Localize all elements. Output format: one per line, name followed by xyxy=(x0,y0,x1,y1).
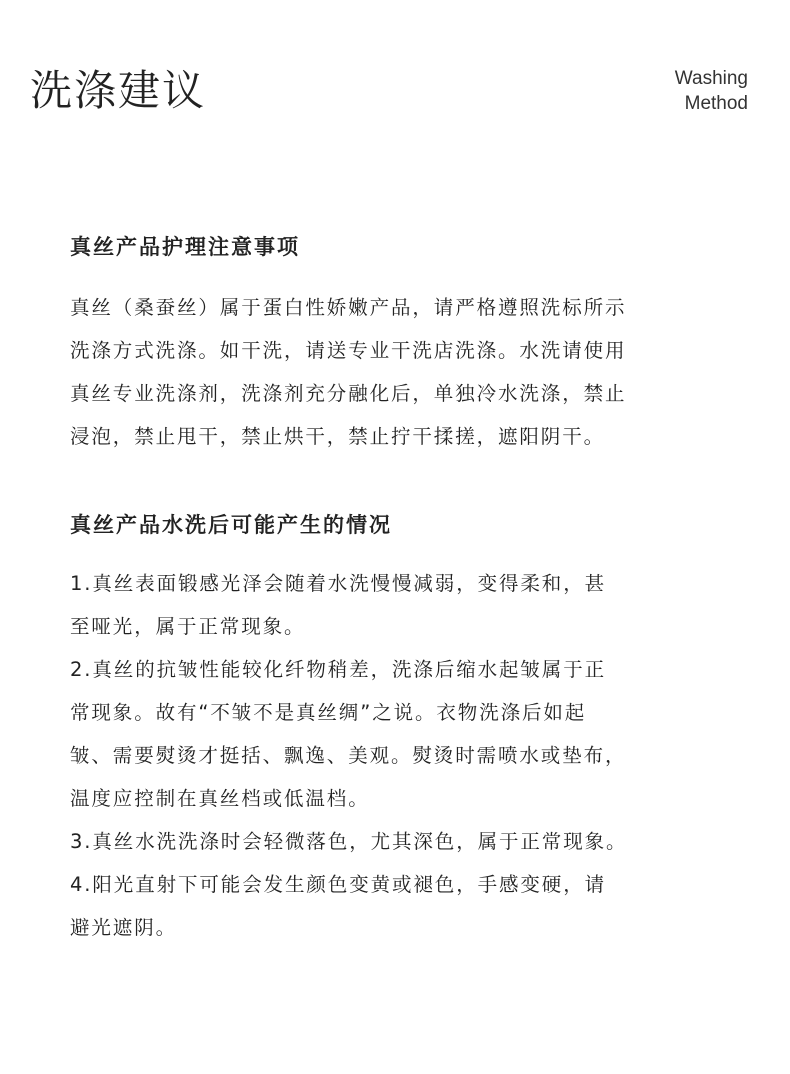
after-wash-line: 1.真丝表面锻感光泽会随着水洗慢慢减弱，变得柔和，甚 xyxy=(70,572,607,595)
after-wash-line: 4.阳光直射下可能会发生颜色变黄或褪色，手感变硬，请 xyxy=(70,873,607,896)
after-wash-body xyxy=(70,562,730,949)
after-wash-line: 至哑光，属于正常现象。 xyxy=(70,615,306,638)
after-wash-line: 2.真丝的抗皱性能较化纤物稍差，洗涤后缩水起皱属于正 xyxy=(70,658,607,681)
care-notes-section xyxy=(70,232,730,458)
after-wash-line: 避光遮阴。 xyxy=(70,916,178,939)
care-notes-line: 浸泡，禁止甩干，禁止烘干，禁止拧干揉搓，遮阳阴干。 xyxy=(70,425,606,448)
page-title: 洗涤建议 xyxy=(30,66,207,115)
care-notes-heading: 真丝产品护理注意事项 xyxy=(70,235,300,259)
english-title-line-2: Method xyxy=(684,93,748,114)
care-notes-body xyxy=(70,286,730,458)
english-title-line-1: Washing xyxy=(674,68,748,89)
after-wash-heading: 真丝产品水洗后可能产生的情况 xyxy=(70,513,392,537)
care-notes-line: 洗涤方式洗涤。如干洗，请送专业干洗店洗涤。水洗请使用 xyxy=(70,339,627,362)
english-title xyxy=(675,66,748,116)
care-notes-line: 真丝专业洗涤剂，洗涤剂充分融化后，单独冷水洗涤，禁止 xyxy=(70,382,627,405)
after-wash-line: 3.真丝水洗洗涤时会轻微落色，尤其深色，属于正常现象。 xyxy=(70,830,628,853)
after-wash-section xyxy=(70,510,730,949)
care-notes-line: 真丝（桑蚕丝）属于蛋白性娇嫩产品，请严格遵照洗标所示 xyxy=(70,296,627,319)
after-wash-line: 温度应控制在真丝档或低温档。 xyxy=(70,787,370,810)
after-wash-line: 皱、需要熨烫才挺括、飘逸、美观。熨烫时需喷水或垫布， xyxy=(70,744,627,767)
after-wash-line: 常现象。故有“不皱不是真丝绸”之说。衣物洗涤后如起 xyxy=(70,701,587,724)
